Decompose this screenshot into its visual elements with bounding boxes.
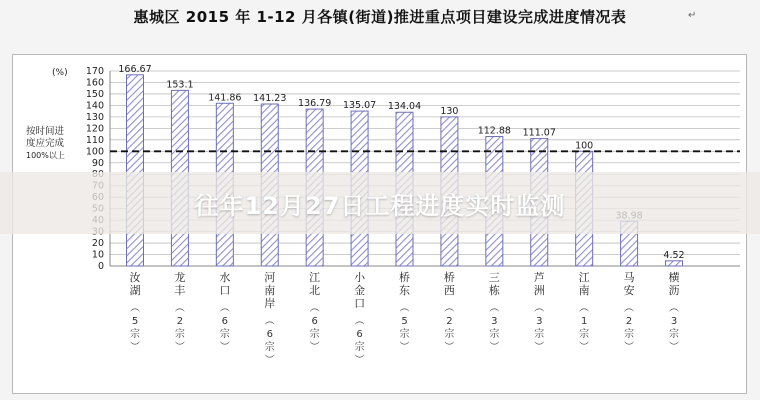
value-label: 141.86 <box>208 92 242 104</box>
x-tick-note-char: ︵ <box>669 303 679 314</box>
page-title: 惠城区 2015 年 1-12 月各镇(街道)推进重点项目建设完成进度情况表 <box>133 8 627 26</box>
x-tick-label <box>130 270 141 297</box>
x-tick-char: 沥 <box>668 284 680 297</box>
value-label: 136.79 <box>298 98 332 110</box>
y-tick-label: 170 <box>85 66 104 77</box>
x-tick-char: 岸 <box>264 297 276 310</box>
x-tick-note-char: 宗 <box>399 329 410 340</box>
x-tick-note-char: 5 <box>131 316 139 327</box>
x-tick-note-char: ︵ <box>489 303 500 314</box>
x-tick-note-char: 宗 <box>309 329 320 340</box>
x-tick-note-char: 6 <box>221 316 229 327</box>
x-tick-label <box>624 271 635 297</box>
x-tick-note-char: ︶ <box>130 342 140 353</box>
x-tick-char: 东 <box>399 284 410 297</box>
y-tick-label: 90 <box>91 157 104 169</box>
x-tick-note-char: 宗 <box>174 329 185 340</box>
x-tick-note-char: ︵ <box>399 303 410 314</box>
value-label: 135.07 <box>342 100 377 112</box>
y-unit-label: (%) <box>52 68 68 78</box>
reference-label-line: 按时间进 <box>26 126 65 137</box>
x-tick-note <box>220 303 230 353</box>
x-tick-note <box>444 303 454 353</box>
x-tick-label <box>354 270 366 310</box>
x-tick-note-char: 宗 <box>219 329 230 340</box>
x-tick-char: 安 <box>623 284 635 297</box>
x-tick-note <box>265 316 275 366</box>
x-tick-note-char: ︶ <box>534 342 545 353</box>
x-tick-char: 江 <box>309 271 321 284</box>
x-tick-note-char: ︶ <box>354 355 365 366</box>
x-tick-char: 小 <box>354 271 366 284</box>
x-tick-char: 湖 <box>129 284 141 297</box>
value-label: 141.23 <box>253 93 287 105</box>
x-tick-note-char: ︶ <box>264 355 275 366</box>
value-label: 4.52 <box>663 249 685 261</box>
x-tick-char: 三 <box>488 271 500 284</box>
x-tick-note-char: 2 <box>625 316 633 327</box>
x-tick-note-char: ︵ <box>444 303 455 314</box>
x-tick-note <box>579 303 589 353</box>
x-tick-note-char: 3 <box>536 316 543 327</box>
x-tick-char: 南 <box>264 284 276 297</box>
x-tick-char: 桥 <box>399 271 410 284</box>
x-tick-note-char: ︵ <box>219 303 230 314</box>
x-tick-note-char: 宗 <box>669 329 679 340</box>
y-tick-label: 120 <box>85 123 104 135</box>
x-tick-note-char: 宗 <box>264 342 275 353</box>
value-label: 166.67 <box>118 63 152 75</box>
x-tick-char: 马 <box>623 271 635 284</box>
x-tick-note-char: 6 <box>311 316 318 327</box>
value-label: 100 <box>575 140 594 152</box>
x-tick-char: 桥 <box>443 271 455 284</box>
x-tick-char: 北 <box>309 284 321 297</box>
value-label: 111.07 <box>522 127 556 139</box>
value-label: 130 <box>440 105 459 117</box>
x-tick-note-char: ︵ <box>534 303 545 314</box>
paragraph-mark: ↵ <box>688 10 697 21</box>
x-tick-label <box>444 270 455 297</box>
x-tick-note-char: 宗 <box>534 329 545 340</box>
x-tick-char: 龙 <box>174 271 186 284</box>
x-tick-char: 西 <box>443 284 455 297</box>
x-tick-char: 横 <box>668 271 680 284</box>
x-tick-note-char: ︶ <box>579 342 590 353</box>
x-tick-label <box>489 271 501 297</box>
x-tick-label <box>219 270 230 297</box>
x-tick-note-char: ︶ <box>489 342 500 353</box>
x-tick-note-char: ︵ <box>309 303 320 314</box>
x-tick-label <box>669 270 680 297</box>
x-tick-note-char: ︵ <box>579 303 590 314</box>
y-tick-label: 150 <box>85 88 104 100</box>
x-tick-note <box>624 303 634 353</box>
x-tick-note <box>130 303 140 353</box>
reference-label-line: 100%以上 <box>26 151 65 160</box>
x-tick-label <box>534 270 545 297</box>
y-tick-label: 140 <box>85 100 104 112</box>
x-tick-label <box>174 270 185 297</box>
x-tick-note-char: 5 <box>401 316 408 327</box>
x-tick-note-char: ︶ <box>444 342 455 353</box>
x-tick-note-char: 宗 <box>354 342 365 353</box>
x-tick-note-char: ︶ <box>219 342 230 353</box>
x-tick-note-char: ︶ <box>624 342 635 353</box>
x-tick-note-char: ︵ <box>264 316 275 327</box>
x-tick-label <box>579 271 590 297</box>
x-tick-note-char: 宗 <box>489 329 500 340</box>
x-tick-note-char: ︵ <box>624 303 635 314</box>
x-tick-char: 栋 <box>488 284 500 297</box>
x-tick-char: 洲 <box>533 284 545 297</box>
x-tick-note-char: 3 <box>491 316 498 327</box>
x-tick-note <box>534 303 544 353</box>
x-tick-note <box>310 303 320 353</box>
x-tick-note <box>175 303 185 353</box>
x-tick-note-char: ︵ <box>354 316 365 327</box>
x-tick-char: 南 <box>578 284 590 297</box>
x-tick-char: 江 <box>578 271 590 284</box>
bar-13 <box>666 261 683 266</box>
y-tick-label: 160 <box>85 77 104 89</box>
x-tick-char: 汝 <box>129 271 141 284</box>
x-tick-note-char: ︶ <box>174 342 185 353</box>
x-tick-note <box>400 303 410 353</box>
x-tick-note-char: 1 <box>580 316 588 327</box>
x-tick-char: 水 <box>219 271 231 284</box>
x-tick-char: 口 <box>354 297 366 310</box>
value-label: 112.88 <box>477 125 511 137</box>
y-tick-label: 130 <box>85 111 104 123</box>
x-tick-note <box>355 316 365 366</box>
value-label: 153.1 <box>166 79 194 91</box>
y-tick-label: 100 <box>85 146 104 158</box>
y-tick-label: 20 <box>91 238 104 250</box>
x-tick-label <box>399 270 410 297</box>
x-tick-note-char: 宗 <box>130 329 140 340</box>
x-tick-note-char: 宗 <box>579 329 590 340</box>
x-tick-char: 丰 <box>174 284 186 297</box>
x-tick-note-char: 3 <box>670 316 678 327</box>
x-tick-char: 芦 <box>533 271 545 284</box>
value-label: 134.04 <box>387 101 422 113</box>
bar-1 <box>127 75 144 266</box>
x-tick-note-char: 宗 <box>624 329 635 340</box>
x-tick-note-char: ︶ <box>309 342 320 353</box>
x-tick-note-char: 2 <box>176 316 184 327</box>
x-tick-note-char: ︶ <box>399 342 410 353</box>
x-tick-note-char: 2 <box>446 316 453 327</box>
x-tick-note-char: 宗 <box>444 329 455 340</box>
x-tick-note <box>669 303 679 353</box>
x-tick-label <box>309 271 320 297</box>
overlay-banner-text: 往年12月27日工程进度实时监测 <box>194 192 566 220</box>
x-tick-note-char: ︵ <box>130 303 140 314</box>
x-tick-char: 口 <box>219 284 231 297</box>
x-tick-note-char: ︶ <box>669 342 679 353</box>
y-tick-label: 0 <box>97 261 104 272</box>
x-tick-char: 金 <box>354 284 366 297</box>
y-tick-label: 10 <box>91 249 104 261</box>
x-tick-note-char: 6 <box>266 329 273 340</box>
x-tick-label <box>264 271 275 310</box>
x-tick-note <box>489 303 499 353</box>
x-tick-note-char: 6 <box>356 329 363 340</box>
reference-label-line: 度应完成 <box>26 138 65 149</box>
y-tick-label: 110 <box>85 134 104 146</box>
x-tick-char: 河 <box>264 271 276 284</box>
x-tick-note-char: ︵ <box>174 303 185 314</box>
